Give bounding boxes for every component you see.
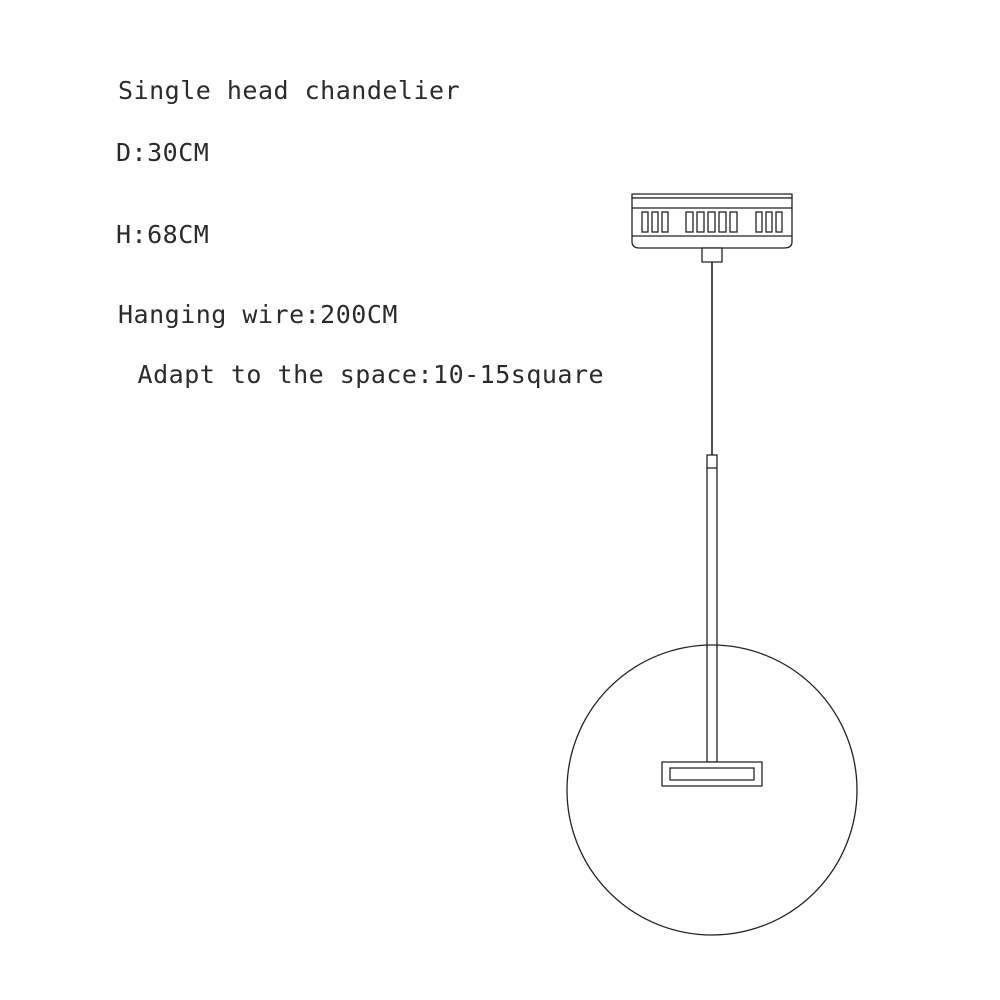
product-title: Single head chandelier bbox=[118, 76, 461, 105]
spec-adapt-space: Adapt to the space:10-15square bbox=[122, 360, 605, 389]
spec-hanging-wire: Hanging wire:200CM bbox=[118, 300, 398, 329]
spec-height: H:68CM bbox=[116, 220, 210, 249]
lamp-base-plate bbox=[662, 762, 762, 786]
ceiling-canopy bbox=[632, 194, 792, 262]
lamp-drawing bbox=[520, 150, 940, 950]
spec-diameter: D:30CM bbox=[116, 138, 210, 167]
stem-rod bbox=[707, 455, 717, 762]
